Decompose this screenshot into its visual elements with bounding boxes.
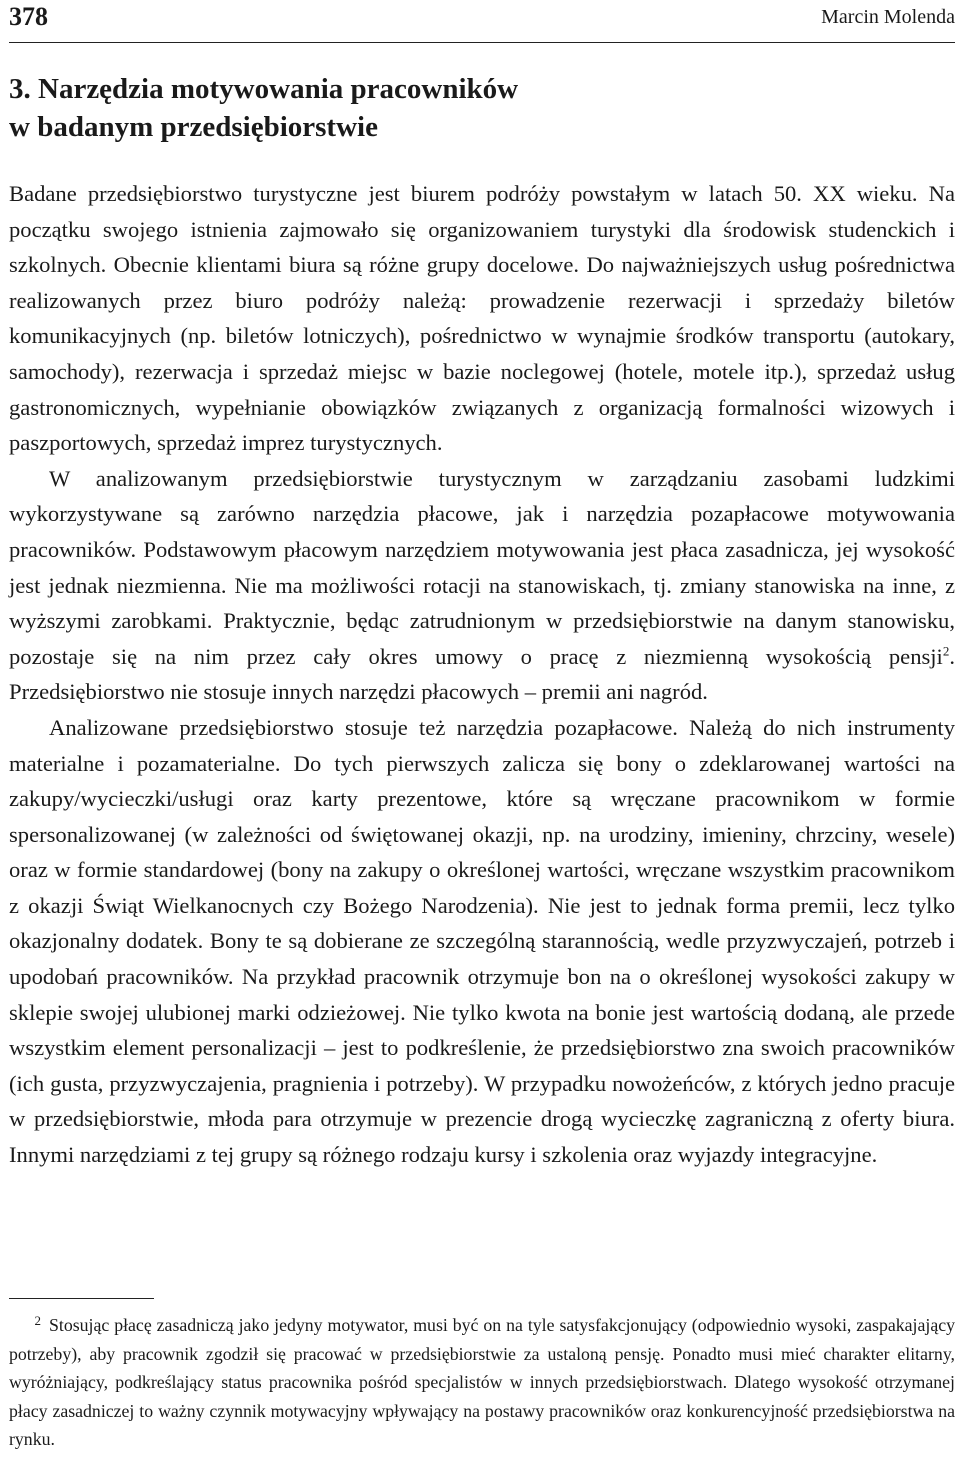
footnote-mark: 2: [34, 1313, 41, 1328]
paragraph-2: [9, 461, 955, 710]
paragraph-1: Badane przedsiębiorstwo turystyczne jest biurem podróży powstałym w latach 50. XX wieku. Na początku swojego istnienia zajmowało się organizowaniem turystyki dla środowisk studenckich i szkolnych. Obecnie klientami biura są różne grupy docelowe. Do najważniejszych usług pośrednictwa realizowanych przez biuro podróży należą: prowadzenie rezerwacji i sprzedaży biletów komunikacyjnych (np. biletów lotniczych), pośrednictwo w wynajmie środków transportu (autokary, samochody), rezerwacja i sprzedaż miejsc w bazie noclegowej (hotele, motele itp.), sprzedaż usług gastronomicznych, wypełnianie obowiązków związanych z organizacją formalności wizowych i paszportowych, sprzedaż imprez turystycznych.: [9, 181, 955, 456]
paragraph-2-text-a: W analizowanym przedsiębiorstwie turystycznym w zarządzaniu zasobami ludzkimi wykorzystywane są zarówno narzędzia płacowe, jak i narzędzia pozapłacowe motywowania pracowników. Podstawowym płacowym narzędziem motywowania jest płaca zasadnicza, jej wysokość jest jednak niezmienna. Nie ma możliwości rotacji na stanowiskach, tj. zmiany stanowiska na inne, z wyższymi zarobkami. Praktycznie, będąc zatrudnionym w przedsiębiorstwie na danym stanowisku, pozostaje się na nim przez cały okres umowy o pracę z niezmienną wysokością pensji: [9, 465, 955, 669]
section-title-line-2: w badanym przedsiębiorstwie: [9, 111, 378, 143]
footnote-reference: 2: [942, 643, 950, 659]
footnote-text: Stosując płacę zasadniczą jako jedyny motywator, musi być on na tyle satysfakcjonujący (odpowiednio wysoki, zaspakajający potrzeby), aby pracownik zgodził się pracować w przedsiębiorstwie za ustaloną pensję. Ponadto musi mieć charakter elitarny, wyróżniający, podkreślający status pracownika pośród specjalistów w innych przedsiębiorstwach. Dlatego wysokość otrzymanej płacy zasadniczej to ważny czynnik motywacyjny wpływający na postawy pracowników oraz konkurencyjność przedsiębiorstwa na rynku.: [9, 1315, 955, 1449]
section-title-line-1: 3. Narzędzia motywowania pracowników: [9, 73, 519, 105]
page-number: 378: [9, 2, 48, 31]
footnote: [9, 1311, 955, 1454]
running-head-author: Marcin Molenda: [821, 6, 955, 28]
book-page: [9, 0, 955, 1484]
paragraph-2-text-b: . Przedsiębiorstwo nie stosuje innych narzędzi płacowych – premii ani nagród.: [9, 643, 955, 705]
body-text: [9, 176, 955, 1173]
footnote-separator: [9, 1298, 154, 1299]
section-title: [9, 70, 955, 146]
page-header: [9, 2, 955, 38]
paragraph-3: Analizowane przedsiębiorstwo stosuje też narzędzia pozapłacowe. Należą do nich instrumenty materialne i pozamaterialne. Do tych pierwszych zalicza się bony o zdeklarowanej wartości na zakupy/wycieczki/usługi oraz karty prezentowe, które są wręczane pracownikom w formie spersonalizowanej (w zależności od świętowanej okazji, np. na urodziny, imieniny, chrzciny, wesele) oraz w formie standardowej (bony na zakupy o określonej wartości, wręczane wszystkim pracownikom z okazji Świąt Wielkanocnych czy Bożego Narodzenia). Nie jest to jednak forma premii, lecz tylko okazjonalny dodatek. Bony te są dobierane ze szczególną starannością, wedle przyzwyczajeń, potrzeb i upodobań pracowników. Na przykład pracownik otrzymuje bon na o określonej wysokości zakupy w sklepie swojej ulubionej marki odzieżowej. Nie tylko kwota na bonie jest wartością dodaną, ale przede wszystkim element personalizacji – jest to podkreślenie, że przedsiębiorstwo zna swoich pracowników (ich gusta, przyzwyczajenia, pragnienia i potrzeby). W przypadku nowożeńców, z których jedno pracuje w przedsiębiorstwie, młoda para otrzymuje w prezencie drogą wycieczkę zagraniczną z oferty biura. Innymi narzędziami z tej grupy są różnego rodzaju kursy i szkolenia oraz wyjazdy integracyjne.: [9, 714, 955, 1168]
header-rule: [9, 42, 955, 43]
